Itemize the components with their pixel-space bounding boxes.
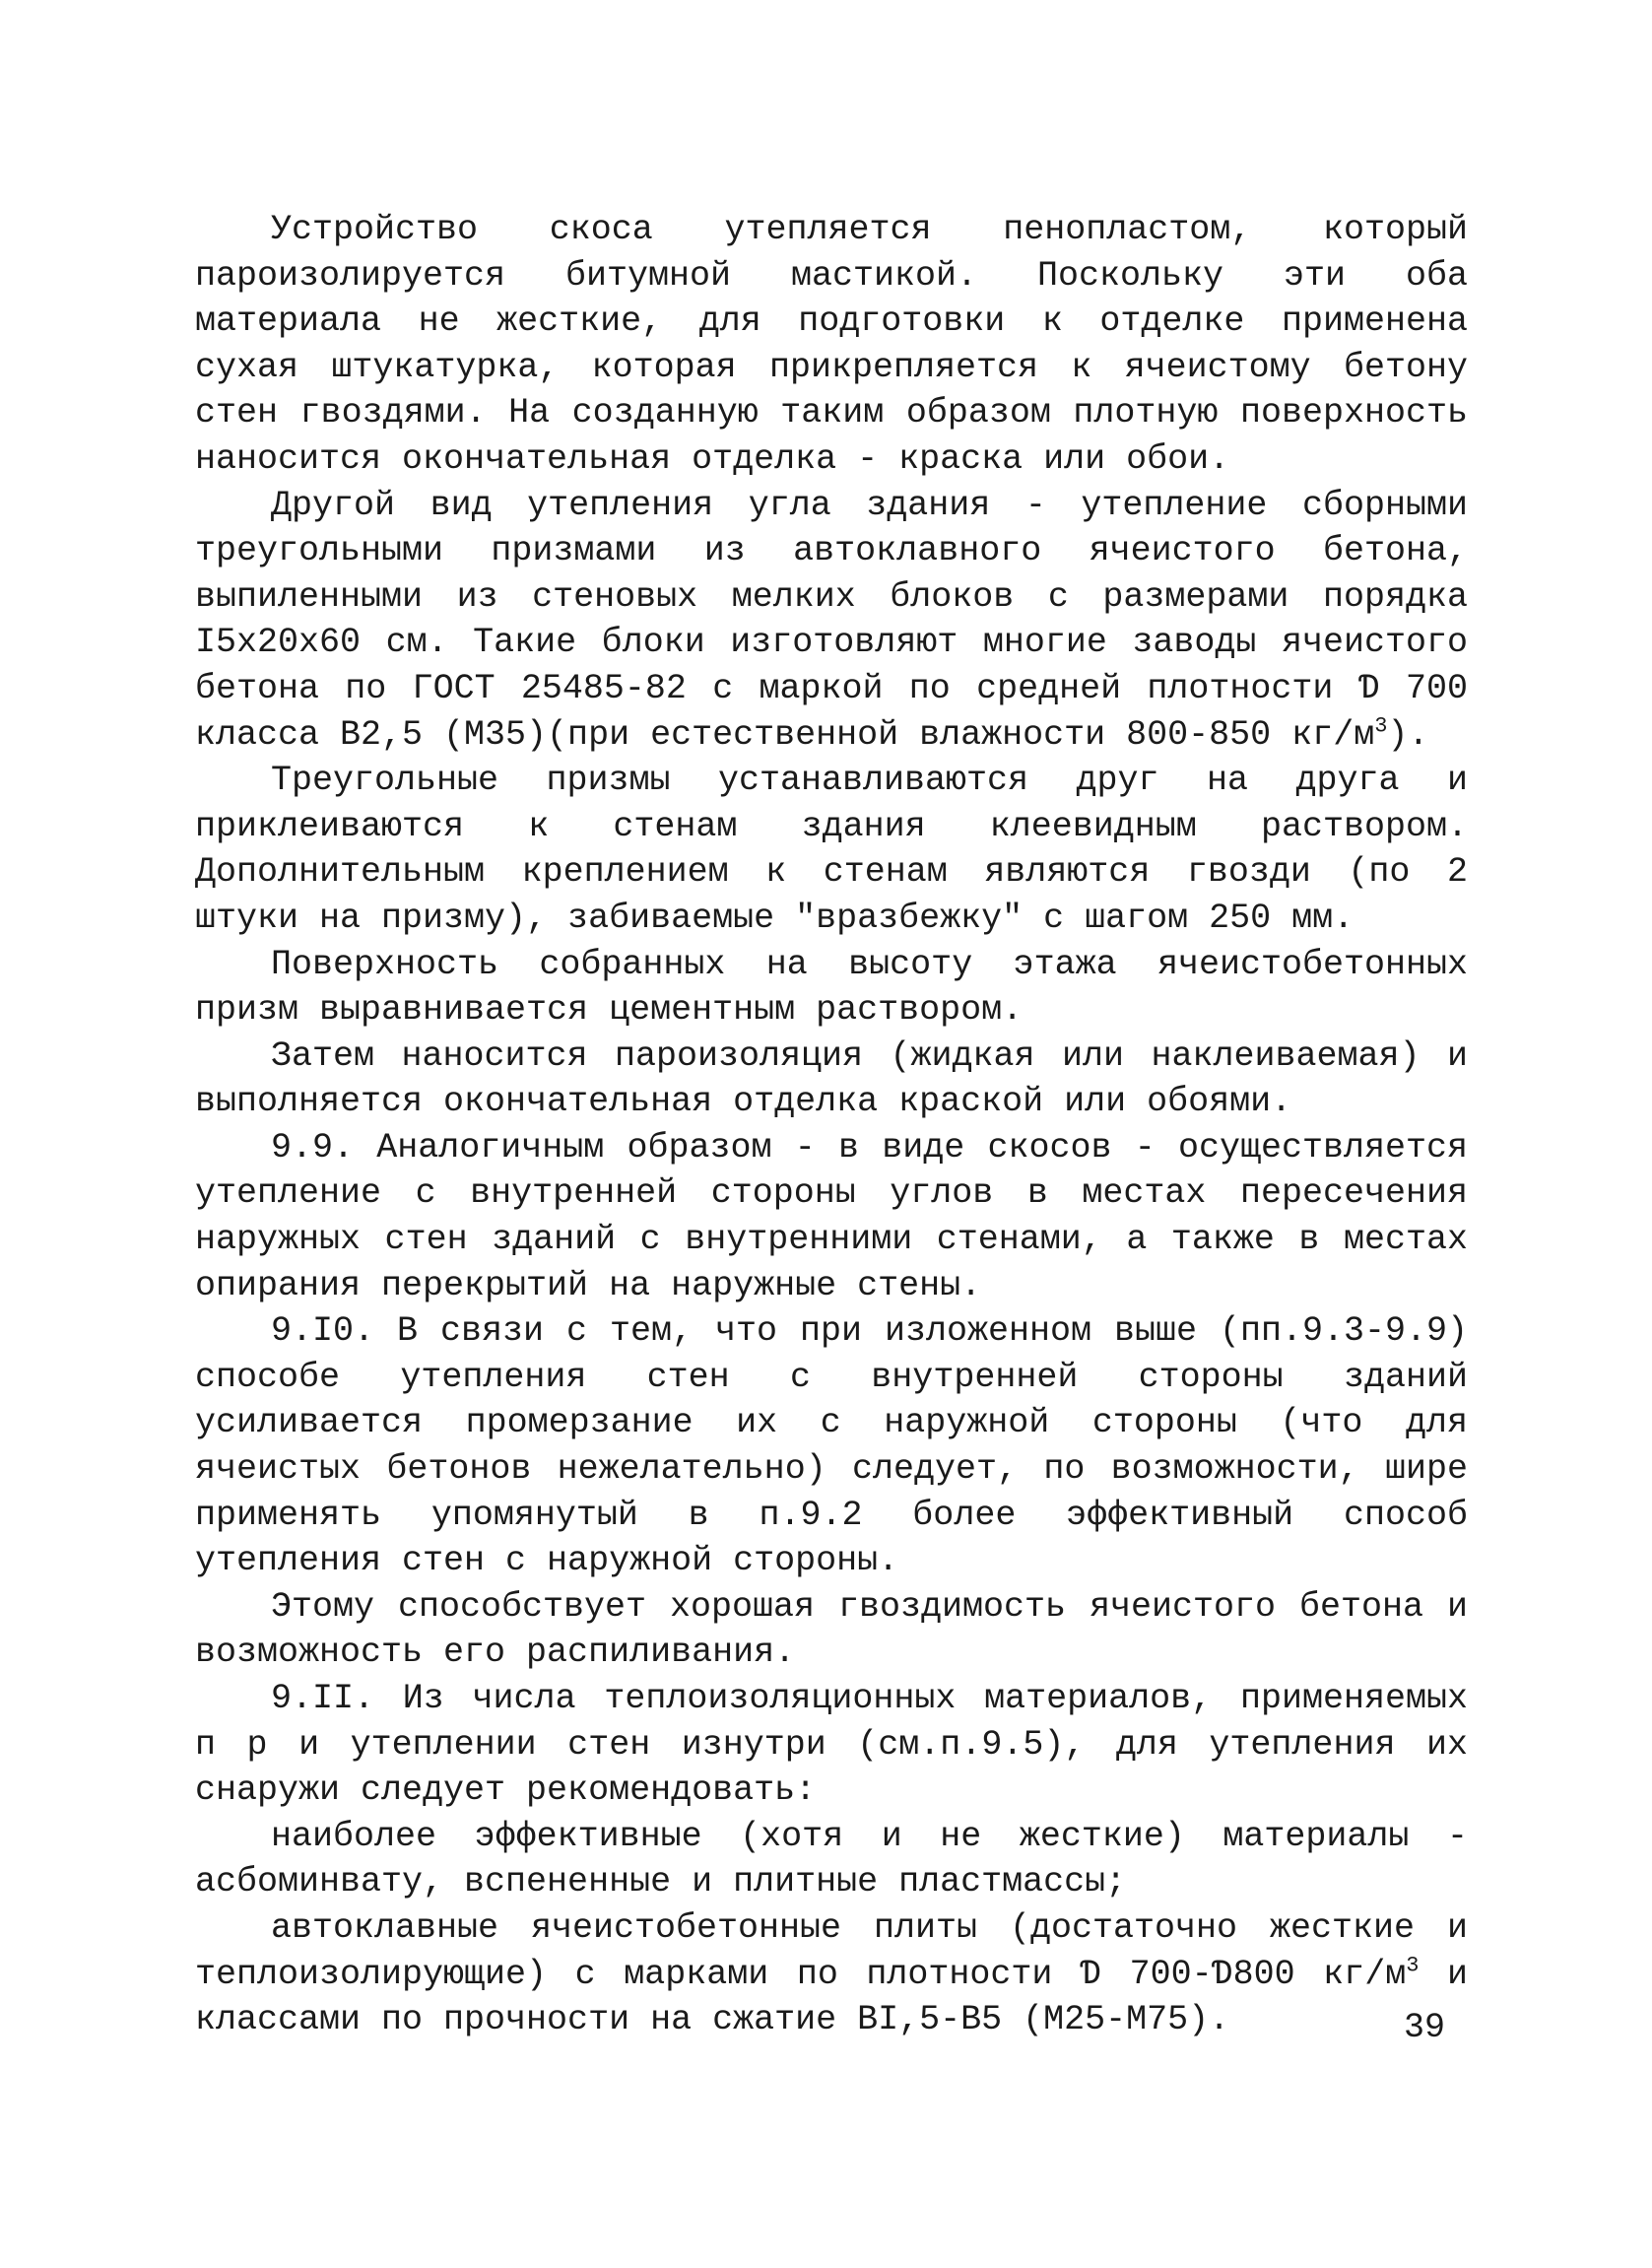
superscript: 3 (1406, 1952, 1420, 1977)
paragraph-autoclave-plates (195, 1905, 1468, 2043)
paragraph-vapor-barrier: Затем наносится пароизоляция (жидкая или наклеиваемая) и выполняется окончательная отделка краской или обоями. (195, 1035, 1468, 1122)
paragraph-text-end: ). (1387, 714, 1429, 755)
paragraph-text: автоклавные ячеистобетонные плиты (достаточно жесткие и теплоизолирующие) с марками по плотности Ɗ 700-Ɗ800 кг/м (195, 1907, 1468, 1994)
paragraph-cement-leveling: Поверхность собранных на высоту этажа ячеистобетонных призм выравнивается цементным раствором. (195, 944, 1468, 1031)
paragraph-triangular-prisms (195, 483, 1468, 759)
paragraph-text-end: и классами по прочности на сжатие ВI,5-В5 (М25-М75). (195, 1954, 1468, 2040)
body-text (195, 207, 1468, 2043)
paragraph-prism-mounting: Треугольные призмы устанавливаются друг на друга и приклеиваются к стенам здания клеевидным раствором. Дополнительным креплением к стенам являются гвозди (по 2 штуки на призму), забиваемые "вразбежку" с шагом 250 мм. (195, 761, 1468, 938)
paragraph-9-9: 9.9. Аналогичным образом - в виде скосов - осуществляется утепление с внутренней стороны углов в местах пересечения наружных стен зданий с внутренними стенами, а также в местах опирания перекрытий на наружные стены. (195, 1127, 1468, 1305)
paragraph-9-10: 9.I0. В связи с тем, что при изложенном выше (пп.9.3-9.9) способе утепления стен с внутренней стороны зданий усиливается промерзание их с наружной стороны (что для ячеистых бетонов нежелательно) следует, по возможности, шире применять упомянутый в п.9.2 более эффективный способ утепления стен с наружной стороны. (195, 1311, 1468, 1581)
superscript: 3 (1374, 712, 1388, 738)
paragraph-slope-insulation: Устройство скоса утепляется пенопластом, который пароизолируется битумной мастикой. Поскольку эти оба материала не жесткие, для подготовки к отделке применена сухая штукатурка, которая прикрепляется к ячеистому бетону стен гвоздями. На созданную таким образом плотную поверхность наносится окончательная отделка - краска или обои. (195, 210, 1468, 479)
page-number: 39 (1404, 2008, 1446, 2047)
paragraph-effective-materials: наиболее эффективные (хотя и не жесткие) материалы - асбоминвату, вспененные и плитные пластмассы; (195, 1816, 1468, 1902)
paragraph-9-11: 9.II. Из числа теплоизоляционных материалов, применяемых п р и утеплении стен изнутри (см.п.9.5), для утепления их снаружи следует рекомендовать: (195, 1679, 1468, 1811)
paragraph-nailability: Этому способствует хорошая гвоздимость ячеистого бетона и возможность его распиливания. (195, 1586, 1468, 1673)
paragraph-text: Другой вид утепления угла здания - утепление сборными треугольными призмами из автоклавного ячеистого бетона, выпиленными из стеновых мелких блоков с размерами порядка I5х20х60 см. Такие блоки изготовляют многие заводы ячеистого бетона по ГОСТ 25485-82 с маркой по средней плотности Ɗ 700 класса В2,5 (М35)(при естественной влажности 800-850 кг/м (195, 485, 1468, 755)
